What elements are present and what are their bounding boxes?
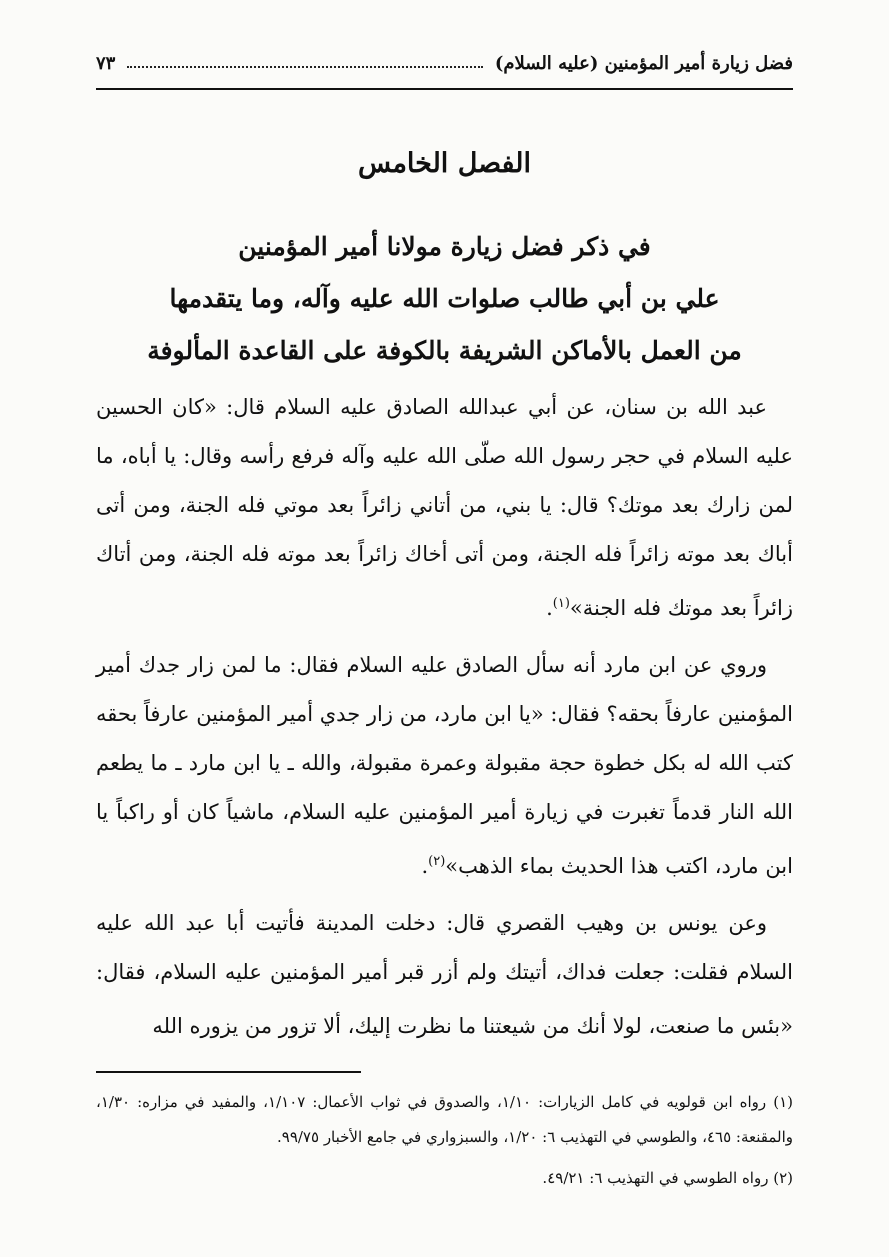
page-number: ٧٣ xyxy=(96,52,116,74)
subtitle-line: علي بن أبي طالب صلوات الله عليه وآله، وما يتقدمها xyxy=(169,284,720,313)
running-header-title: فضل زيارة أمير المؤمنين (عليه السلام) xyxy=(494,52,793,74)
subtitle-line: في ذكر فضل زيارة مولانا أمير المؤمنين xyxy=(238,232,651,261)
footnotes xyxy=(96,1085,793,1196)
footnote: (٢) رواه الطوسي في التهذيب ٦: ٤٩/٢١. xyxy=(542,1169,793,1187)
body-paragraph xyxy=(96,899,793,1051)
footnote-marker: (١) xyxy=(552,596,570,611)
header-dot-leader xyxy=(127,58,483,68)
footnote-marker: (٢) xyxy=(428,854,446,869)
subtitle-line: من العمل بالأماكن الشريفة بالكوفة على القاعدة المألوفة xyxy=(147,336,742,365)
running-header xyxy=(96,38,793,90)
paragraph-text: وعن يونس بن وهيب القصري قال: دخلت المدينة فأتيت أبا عبد الله عليه السلام فقلت: جعلت فداك، أتيتك ولم أزر قبر أمير المؤمنين عليه السلام، فقال: «بئس ما صنعت، لولا أنك من شيعتنا ما نظرت إليك، ألا تزور من يزوره الله xyxy=(96,911,793,1038)
footnote-separator xyxy=(96,1071,361,1073)
paragraph-text: وروي عن ابن مارد أنه سأل الصادق عليه السلام فقال: ما لمن زار جدك أمير المؤمنين عارفاً بحقه؟ فقال: «يا ابن مارد، من زار جدي أمير المؤمنين عارفاً بحقه كتب الله له بكل خطوة حجة مقبولة وعمرة مقبولة، والله ـ يا ابن مارد ـ ما يطعم الله النار قدماً تغبرت في زيارة أمير المؤمنين عليه السلام، ماشياً كان أو راكباً يا ابن مارد، اكتب هذا الحديث بماء الذهب» xyxy=(96,653,793,878)
chapter-subtitle xyxy=(96,221,793,377)
footnote: (١) رواه ابن قولويه في كامل الزيارات: ١/١٠، والصدوق في ثواب الأعمال: ١/١٠٧، والمفيد في مزاره: ١/٣٠، والمقنعة: ٤٦٥، والطوسي في التهذيب ٦: ١/٢٠، والسبزواري في جامع الأخبار ٩٩/٧٥. xyxy=(96,1093,793,1146)
body-paragraph xyxy=(96,641,793,891)
chapter-title: الفصل الخامس xyxy=(358,148,531,179)
body-paragraph xyxy=(96,383,793,633)
paragraph-text: عبد الله بن سنان، عن أبي عبدالله الصادق عليه السلام قال: «كان الحسين عليه السلام في حجر رسول الله صلّى الله عليه وآله فرفع رأسه وقال: يا أباه، ما لمن زارك بعد موتك؟ قال: يا بني، من أتاني زائراً بعد موتي فله الجنة، ومن أتى أباك بعد موته زائراً فله الجنة، ومن أتى أخاك زائراً بعد موته فله الجنة، ومن أتاك زائراً بعد موتك فله الجنة» xyxy=(96,395,793,620)
paragraph-end: . xyxy=(421,854,429,878)
paragraph-end: . xyxy=(546,596,553,620)
